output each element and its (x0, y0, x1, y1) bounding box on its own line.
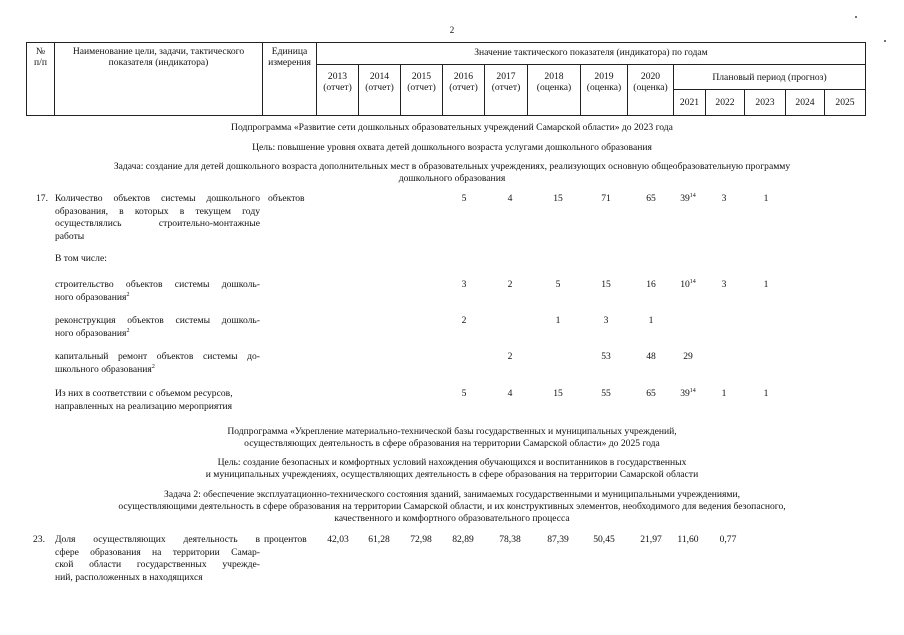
task-text: Задача: создание для детей дошкольного возраста дополнительных мест в образовательных учреждениях, реализующих основную общеобразовательную программу (113, 161, 791, 172)
header-unit: Единица измерения (268, 46, 311, 68)
value-cell: 65 (646, 193, 656, 204)
value-cell: 1 (763, 193, 769, 204)
value-cell: 29 (683, 351, 693, 362)
value-cell: 42,03 (327, 534, 349, 545)
value-cell: 0,77 (719, 534, 737, 545)
subprogram-title-cont: осуществляющих деятельность в сфере образования на территории Самарской области» до 2025 года (244, 438, 660, 449)
value-cell: 5 (555, 279, 561, 290)
plan-year-2021: 2021 (679, 97, 700, 108)
year-2014: 2014 (отчет) (365, 71, 394, 93)
value-cell: 65 (646, 388, 656, 399)
value-cell: 3 (721, 193, 727, 204)
scan-speck (855, 16, 857, 18)
header-values-title: Значение тактического показателя (индикатора) по годам (474, 47, 708, 58)
task-text: Задача 2: обеспечение эксплуатационно-технического состояния зданий, занимаемых государственными и муниципальными учреждениями, (164, 489, 740, 500)
value-cell: $39^{14}$ (680, 192, 696, 204)
value-cell: 21,97 (640, 534, 662, 545)
value-cell: 2 (461, 315, 467, 326)
indicator-name: Количество объектов системы дошкольного образования, в которых в текущем году осуществлялись строительно-монтажные работы (55, 193, 260, 242)
year-2020: 2020 (оценка) (633, 71, 668, 93)
value-cell: 1 (763, 388, 769, 399)
value-cell: 3 (603, 315, 609, 326)
year-2019: 2019 (оценка) (586, 71, 622, 93)
plan-year-2023: 2023 (755, 97, 775, 108)
value-cell: 53 (601, 351, 611, 362)
value-cell: 16 (646, 279, 656, 290)
value-cell: 1 (555, 315, 561, 326)
value-cell: 4 (507, 388, 513, 399)
year-2015: 2015 (отчет) (407, 71, 436, 93)
value-cell: 15 (601, 279, 611, 290)
value-cell: 1 (721, 388, 727, 399)
indicator-name: строительство объектов системы дошколь- ного образования$^2$ (55, 279, 260, 303)
goal-text-cont: и муниципальных учреждениях, осуществляющих деятельность в сфере образования на территории Самарской области (205, 469, 699, 480)
value-cell: 2 (507, 279, 513, 290)
goal-text: Цель: создание безопасных и комфортных условий нахождения обучающихся и воспитанников в государственных (217, 457, 687, 468)
value-cell: $10^{14}$ (680, 278, 696, 290)
value-cell: 71 (601, 193, 611, 204)
indicator-name: реконструкция объектов системы дошколь- ного образования$^2$ (55, 315, 260, 339)
value-cell: 61,28 (368, 534, 390, 545)
indicator-name: Доля осуществляющих деятельность в сфере образования на территории Самар- ской области государственных учрежде- ний, расположенных в находящихся (55, 534, 260, 583)
task-text-cont: качественного и комфортного образовательного процесса (334, 513, 570, 524)
value-cell: 11,60 (677, 534, 699, 545)
value-cell: 82,89 (452, 534, 474, 545)
row-number: 23. (33, 534, 45, 545)
unit-cell: процентов (264, 534, 307, 545)
value-cell: 78,38 (499, 534, 521, 545)
value-cell: 48 (646, 351, 656, 362)
plan-year-2022: 2022 (715, 97, 735, 108)
value-cell: 55 (601, 388, 611, 399)
row-number: 17. (36, 193, 48, 204)
indicator-name: Из них в соответствии с объемом ресурсов, направленных на реализацию мероприятия (55, 388, 233, 412)
year-2018: 2018 (оценка) (536, 71, 572, 93)
value-cell: 15 (553, 193, 563, 204)
value-cell: 1 (648, 315, 654, 326)
value-cell: 15 (553, 388, 563, 399)
including-label: В том числе: (55, 253, 107, 264)
value-cell: 4 (507, 193, 513, 204)
subprogram-title: Подпрограмма «Развитие сети дошкольных образовательных учреждений Самарской области» до 2023 года (231, 122, 673, 133)
goal-text: Цель: повышение уровня охвата детей дошкольного возраста услугами дошкольного образования (252, 142, 652, 153)
value-cell: 2 (507, 351, 513, 362)
plan-year-2025: 2025 (835, 97, 855, 108)
year-2013: 2013 (отчет) (323, 71, 352, 93)
page-number: 2 (449, 25, 455, 35)
value-cell: $39^{14}$ (680, 387, 696, 399)
year-2017: 2017 (отчет) (491, 71, 521, 93)
task-text-cont: осуществляющими деятельность в сфере образования на территории Самарской области, и их конструктивных элементов, необходимого для ведения безопасного, (118, 501, 786, 512)
value-cell: 5 (461, 193, 467, 204)
value-cell: 72,98 (410, 534, 432, 545)
value-cell: 1 (763, 279, 769, 290)
value-cell: 3 (721, 279, 727, 290)
value-cell: 5 (461, 388, 467, 399)
value-cell: 50,45 (593, 534, 615, 545)
value-cell: 87,39 (547, 534, 569, 545)
subprogram-title: Подпрограмма «Укрепление материально-технической базы государственных и муниципальных учреждений, (227, 426, 677, 437)
year-2016: 2016 (отчет) (449, 71, 478, 93)
indicator-name: капитальный ремонт объектов системы до- школьного образования$^2$ (55, 351, 260, 375)
header-num: № п/п (34, 46, 47, 68)
scan-speck (884, 40, 886, 42)
value-cell: 3 (461, 279, 467, 290)
plan-year-2024: 2024 (795, 97, 815, 108)
unit-cell: объектов (268, 193, 305, 204)
header-name: Наименование цели, задачи, тактического показателя (индикатора) (72, 46, 245, 68)
plan-period-title: Плановый период (прогноз) (712, 72, 827, 83)
task-text-cont: дошкольного образования (398, 173, 506, 184)
